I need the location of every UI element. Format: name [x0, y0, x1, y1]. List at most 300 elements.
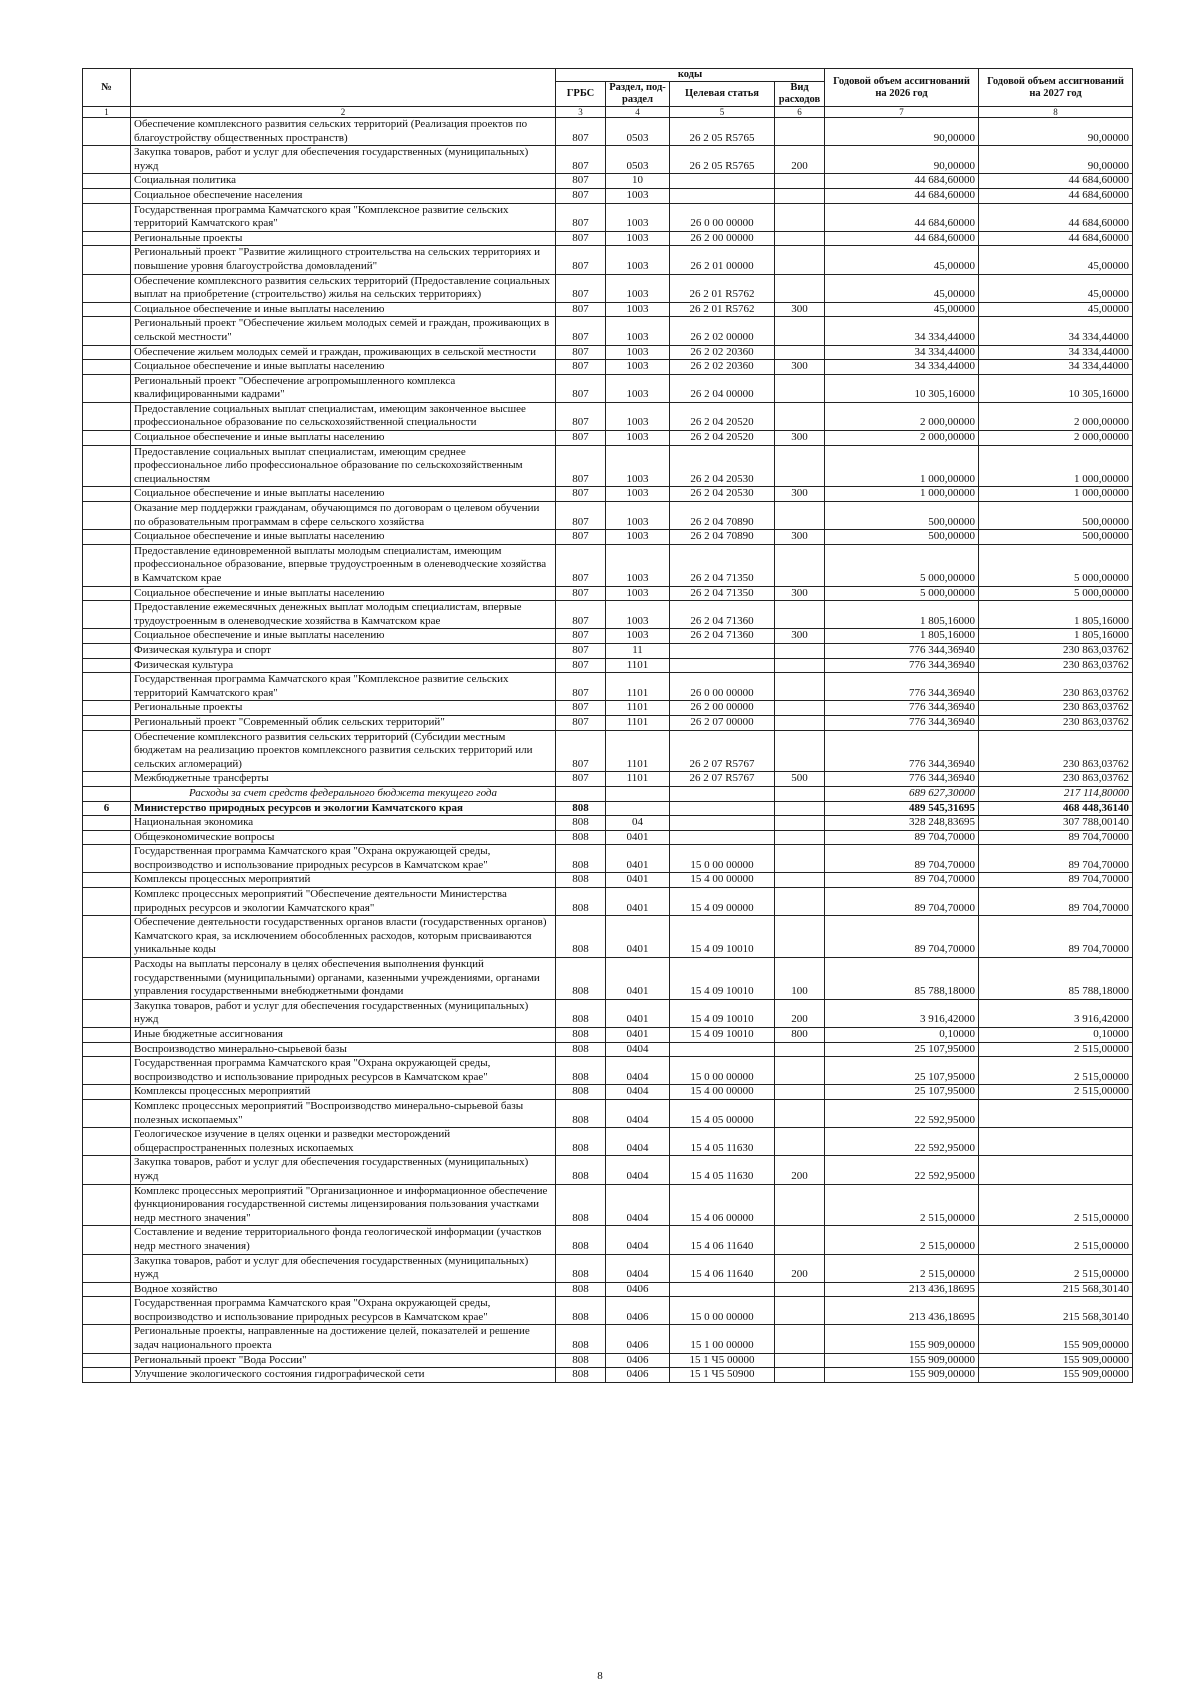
row-name: Региональный проект "Обеспечение жильем молодых семей и граждан, проживающих в сельской местности" — [131, 317, 556, 345]
header-name — [131, 69, 556, 107]
row-target-article — [670, 1282, 775, 1297]
row-amount-2027: 500,00000 — [979, 530, 1133, 545]
row-amount-2027: 230 863,03762 — [979, 715, 1133, 730]
row-expense-type: 300 — [775, 431, 825, 446]
table-row — [83, 345, 1133, 360]
row-grbs: 807 — [556, 487, 606, 502]
row-target-article: 26 2 00 00000 — [670, 701, 775, 716]
row-amount-2027: 0,10000 — [979, 1028, 1133, 1043]
row-grbs: 807 — [556, 402, 606, 430]
row-amount-2027: 217 114,80000 — [979, 786, 1133, 801]
row-expense-type — [775, 730, 825, 772]
index-cell: 4 — [606, 107, 670, 118]
row-name: Социальное обеспечение и иные выплаты населению — [131, 360, 556, 375]
row-num — [83, 730, 131, 772]
row-target-article: 26 2 01 R5762 — [670, 302, 775, 317]
row-target-article: 15 4 06 11640 — [670, 1226, 775, 1254]
row-expense-type — [775, 658, 825, 673]
row-amount-2026: 500,00000 — [825, 530, 979, 545]
row-amount-2027: 2 000,00000 — [979, 431, 1133, 446]
row-name: Комплекс процессных мероприятий "Воспроизводство минерально-сырьевой базы полезных ископаемых" — [131, 1099, 556, 1127]
row-razdel: 0401 — [606, 999, 670, 1027]
row-target-article: 26 2 07 R5767 — [670, 730, 775, 772]
row-name: Комплекс процессных мероприятий "Организационное и информационное обеспечение функционирования государственной системы лицензирования пользования участками недр местного значения" — [131, 1184, 556, 1226]
row-grbs: 808 — [556, 1297, 606, 1325]
row-grbs: 807 — [556, 203, 606, 231]
row-amount-2027: 468 448,36140 — [979, 801, 1133, 816]
row-num — [83, 274, 131, 302]
header-grbs: ГРБС — [556, 82, 606, 107]
table-row — [83, 360, 1133, 375]
row-razdel — [606, 786, 670, 801]
row-amount-2026: 0,10000 — [825, 1028, 979, 1043]
row-grbs: 808 — [556, 1156, 606, 1184]
row-amount-2026: 776 344,36940 — [825, 772, 979, 787]
row-grbs: 807 — [556, 246, 606, 274]
row-target-article — [670, 188, 775, 203]
row-expense-type — [775, 402, 825, 430]
row-expense-type: 500 — [775, 772, 825, 787]
row-expense-type — [775, 643, 825, 658]
row-grbs: 808 — [556, 1368, 606, 1383]
row-razdel: 11 — [606, 643, 670, 658]
row-expense-type — [775, 830, 825, 845]
row-target-article: 15 1 00 00000 — [670, 1325, 775, 1353]
row-grbs: 808 — [556, 958, 606, 1000]
index-cell: 3 — [556, 107, 606, 118]
row-amount-2026: 89 704,70000 — [825, 830, 979, 845]
row-target-article: 15 4 05 11630 — [670, 1156, 775, 1184]
row-amount-2027: 89 704,70000 — [979, 873, 1133, 888]
row-expense-type — [775, 317, 825, 345]
row-amount-2026: 213 436,18695 — [825, 1282, 979, 1297]
row-amount-2027: 1 000,00000 — [979, 487, 1133, 502]
table-row — [83, 502, 1133, 530]
row-grbs: 808 — [556, 1184, 606, 1226]
row-grbs: 807 — [556, 629, 606, 644]
row-amount-2026: 5 000,00000 — [825, 586, 979, 601]
row-name: Улучшение экологического состояния гидрографической сети — [131, 1368, 556, 1383]
row-target-article: 26 2 04 00000 — [670, 374, 775, 402]
table-row — [83, 1085, 1133, 1100]
row-num — [83, 146, 131, 174]
row-razdel: 1003 — [606, 586, 670, 601]
table-row — [83, 772, 1133, 787]
row-expense-type: 100 — [775, 958, 825, 1000]
row-target-article: 15 0 00 00000 — [670, 1057, 775, 1085]
row-name: Физическая культура и спорт — [131, 643, 556, 658]
row-amount-2027: 34 334,44000 — [979, 360, 1133, 375]
table-row — [83, 730, 1133, 772]
table-row — [83, 1042, 1133, 1057]
row-razdel: 0404 — [606, 1128, 670, 1156]
row-grbs: 807 — [556, 530, 606, 545]
row-target-article: 15 0 00 00000 — [670, 845, 775, 873]
row-name: Социальное обеспечение и иные выплаты населению — [131, 302, 556, 317]
row-grbs: 807 — [556, 643, 606, 658]
row-razdel: 0404 — [606, 1156, 670, 1184]
row-grbs: 808 — [556, 1128, 606, 1156]
row-razdel: 1003 — [606, 402, 670, 430]
row-razdel: 0401 — [606, 916, 670, 958]
row-amount-2026: 2 515,00000 — [825, 1226, 979, 1254]
row-amount-2027: 45,00000 — [979, 274, 1133, 302]
row-razdel: 1003 — [606, 317, 670, 345]
row-amount-2027: 5 000,00000 — [979, 544, 1133, 586]
row-target-article: 15 4 06 11640 — [670, 1254, 775, 1282]
row-expense-type — [775, 374, 825, 402]
row-amount-2027: 1 805,16000 — [979, 629, 1133, 644]
row-target-article: 26 2 02 20360 — [670, 345, 775, 360]
row-expense-type — [775, 231, 825, 246]
table-row — [83, 431, 1133, 446]
row-num — [83, 873, 131, 888]
table-row — [83, 1226, 1133, 1254]
row-name: Предоставление социальных выплат специалистам, имеющим законченное высшее профессиональное образование по сельскохозяйственной специальности — [131, 402, 556, 430]
row-name: Воспроизводство минерально-сырьевой базы — [131, 1042, 556, 1057]
row-name: Обеспечение комплексного развития сельских территорий (Субсидии местным бюджетам на реализацию проектов комплексного развития сельских территорий или сельских агломераций) — [131, 730, 556, 772]
row-razdel: 1003 — [606, 360, 670, 375]
row-razdel: 0404 — [606, 1184, 670, 1226]
row-amount-2026: 155 909,00000 — [825, 1353, 979, 1368]
row-expense-type — [775, 188, 825, 203]
row-razdel: 1101 — [606, 730, 670, 772]
row-amount-2026: 34 334,44000 — [825, 317, 979, 345]
row-amount-2027: 89 704,70000 — [979, 888, 1133, 916]
row-razdel: 10 — [606, 174, 670, 189]
row-num — [83, 374, 131, 402]
row-expense-type — [775, 274, 825, 302]
row-amount-2026: 2 000,00000 — [825, 431, 979, 446]
row-grbs: 807 — [556, 360, 606, 375]
table-row — [83, 1368, 1133, 1383]
row-amount-2027: 89 704,70000 — [979, 845, 1133, 873]
row-name: Комплексы процессных мероприятий — [131, 1085, 556, 1100]
row-num — [83, 1156, 131, 1184]
row-grbs: 807 — [556, 715, 606, 730]
table-row — [83, 487, 1133, 502]
row-razdel: 0404 — [606, 1085, 670, 1100]
table-row — [83, 246, 1133, 274]
row-expense-type — [775, 174, 825, 189]
row-name: Обеспечение деятельности государственных органов власти (государственных органов) Камчатского края, за исключением обособленных расходов, которым присваиваются уникальные коды — [131, 916, 556, 958]
index-cell: 2 — [131, 107, 556, 118]
row-grbs: 808 — [556, 801, 606, 816]
row-razdel: 0503 — [606, 118, 670, 146]
row-target-article: 26 2 04 20530 — [670, 487, 775, 502]
row-expense-type: 300 — [775, 302, 825, 317]
row-target-article: 15 4 09 10010 — [670, 958, 775, 1000]
row-expense-type — [775, 345, 825, 360]
row-name: Национальная экономика — [131, 816, 556, 831]
row-expense-type — [775, 1042, 825, 1057]
row-expense-type — [775, 445, 825, 487]
row-target-article: 26 2 04 70890 — [670, 502, 775, 530]
table-row — [83, 1297, 1133, 1325]
row-num — [83, 544, 131, 586]
row-name: Оказание мер поддержки гражданам, обучающимся по договорам о целевом обучении по образовательным программам в сфере сельского хозяйства — [131, 502, 556, 530]
row-target-article: 26 2 04 71350 — [670, 586, 775, 601]
row-razdel: 1003 — [606, 530, 670, 545]
row-amount-2027: 89 704,70000 — [979, 830, 1133, 845]
row-razdel: 1003 — [606, 246, 670, 274]
row-amount-2026: 34 334,44000 — [825, 345, 979, 360]
row-razdel: 0503 — [606, 146, 670, 174]
row-amount-2026: 25 107,95000 — [825, 1042, 979, 1057]
table-row — [83, 146, 1133, 174]
row-grbs: 807 — [556, 586, 606, 601]
row-grbs: 807 — [556, 730, 606, 772]
row-num — [83, 1353, 131, 1368]
row-num — [83, 643, 131, 658]
row-target-article: 26 2 07 R5767 — [670, 772, 775, 787]
row-name: Предоставление единовременной выплаты молодым специалистам, имеющим профессиональное образование, впервые трудоустроенным в оленеводческие хозяйства в Камчатском крае — [131, 544, 556, 586]
table-row — [83, 629, 1133, 644]
index-cell: 6 — [775, 107, 825, 118]
row-grbs: 807 — [556, 701, 606, 716]
row-expense-type — [775, 916, 825, 958]
row-name: Региональные проекты, направленные на достижение целей, показателей и решение задач национального проекта — [131, 1325, 556, 1353]
row-razdel: 1003 — [606, 544, 670, 586]
row-num — [83, 1184, 131, 1226]
table-row — [83, 673, 1133, 701]
row-target-article — [670, 786, 775, 801]
row-grbs: 807 — [556, 231, 606, 246]
row-num — [83, 1254, 131, 1282]
row-name: Межбюджетные трансферты — [131, 772, 556, 787]
row-target-article: 15 4 09 10010 — [670, 1028, 775, 1043]
row-name: Государственная программа Камчатского края "Охрана окружающей среды, воспроизводство и использование природных ресурсов в Камчатском крае" — [131, 1297, 556, 1325]
row-name: Социальное обеспечение и иные выплаты населению — [131, 530, 556, 545]
row-amount-2026: 776 344,36940 — [825, 701, 979, 716]
table-row — [83, 1099, 1133, 1127]
row-grbs: 808 — [556, 1028, 606, 1043]
row-target-article: 26 2 02 00000 — [670, 317, 775, 345]
row-grbs: 808 — [556, 888, 606, 916]
row-amount-2026: 89 704,70000 — [825, 916, 979, 958]
index-cell: 8 — [979, 107, 1133, 118]
row-amount-2027: 215 568,30140 — [979, 1282, 1133, 1297]
row-expense-type — [775, 1057, 825, 1085]
row-amount-2026: 776 344,36940 — [825, 643, 979, 658]
row-name: Закупка товаров, работ и услуг для обеспечения государственных (муниципальных) нужд — [131, 1156, 556, 1184]
row-num — [83, 1226, 131, 1254]
row-amount-2027: 230 863,03762 — [979, 658, 1133, 673]
row-amount-2026: 22 592,95000 — [825, 1099, 979, 1127]
row-expense-type — [775, 1353, 825, 1368]
row-grbs: 808 — [556, 873, 606, 888]
row-razdel: 1101 — [606, 658, 670, 673]
row-grbs: 808 — [556, 1085, 606, 1100]
row-razdel: 1003 — [606, 274, 670, 302]
table-row — [83, 445, 1133, 487]
budget-table — [82, 68, 1133, 1383]
row-grbs: 807 — [556, 317, 606, 345]
row-amount-2026: 90,00000 — [825, 118, 979, 146]
table-row — [83, 231, 1133, 246]
row-name: Министерство природных ресурсов и экологии Камчатского края — [131, 801, 556, 816]
row-target-article: 26 2 04 71360 — [670, 629, 775, 644]
row-grbs: 807 — [556, 431, 606, 446]
row-name: Региональные проекты — [131, 701, 556, 716]
row-num — [83, 701, 131, 716]
row-grbs: 807 — [556, 673, 606, 701]
row-grbs: 807 — [556, 445, 606, 487]
row-name: Государственная программа Камчатского края "Охрана окружающей среды, воспроизводство и использование природных ресурсов в Камчатском крае" — [131, 845, 556, 873]
row-name: Комплексы процессных мероприятий — [131, 873, 556, 888]
row-expense-type — [775, 1184, 825, 1226]
row-amount-2026: 213 436,18695 — [825, 1297, 979, 1325]
row-amount-2026: 44 684,60000 — [825, 203, 979, 231]
row-target-article: 15 1 Ч5 00000 — [670, 1353, 775, 1368]
header-index-row — [83, 107, 1133, 118]
row-name: Социальное обеспечение и иные выплаты населению — [131, 431, 556, 446]
row-num — [83, 302, 131, 317]
row-target-article — [670, 643, 775, 658]
row-razdel: 1003 — [606, 188, 670, 203]
row-grbs: 808 — [556, 1226, 606, 1254]
table-row — [83, 302, 1133, 317]
row-num — [83, 715, 131, 730]
table-row — [83, 317, 1133, 345]
row-num — [83, 958, 131, 1000]
row-target-article: 26 2 04 71360 — [670, 601, 775, 629]
header-2027: Годовой объем ассигнований на 2027 год — [979, 69, 1133, 107]
row-name: Расходы на выплаты персоналу в целях обеспечения выполнения функций государственными (муниципальными) органами, казенными учреждениями, органами управления государственными внебюджетными фондами — [131, 958, 556, 1000]
row-target-article: 26 2 05 R5765 — [670, 118, 775, 146]
row-num — [83, 1057, 131, 1085]
row-razdel: 04 — [606, 816, 670, 831]
table-row — [83, 188, 1133, 203]
row-razdel — [606, 801, 670, 816]
table-row — [83, 701, 1133, 716]
row-expense-type: 200 — [775, 1254, 825, 1282]
row-amount-2027: 44 684,60000 — [979, 203, 1133, 231]
row-expense-type: 200 — [775, 1156, 825, 1184]
row-name: Общеэкономические вопросы — [131, 830, 556, 845]
row-razdel: 0401 — [606, 845, 670, 873]
row-razdel: 1101 — [606, 701, 670, 716]
row-num — [83, 118, 131, 146]
row-num — [83, 1128, 131, 1156]
row-grbs: 808 — [556, 1325, 606, 1353]
row-razdel: 0404 — [606, 1099, 670, 1127]
row-amount-2026: 25 107,95000 — [825, 1057, 979, 1085]
row-num — [83, 1282, 131, 1297]
row-name: Иные бюджетные ассигнования — [131, 1028, 556, 1043]
row-amount-2026: 44 684,60000 — [825, 174, 979, 189]
table-row — [83, 1353, 1133, 1368]
header-vr: Вид расходов — [775, 82, 825, 107]
table-row — [83, 845, 1133, 873]
row-target-article: 26 2 04 20520 — [670, 431, 775, 446]
table-row — [83, 601, 1133, 629]
row-name: Государственная программа Камчатского края "Комплексное развитие сельских территорий Камчатского края" — [131, 203, 556, 231]
row-target-article: 26 2 04 71350 — [670, 544, 775, 586]
row-grbs: 807 — [556, 502, 606, 530]
row-num — [83, 502, 131, 530]
row-grbs: 807 — [556, 174, 606, 189]
row-target-article: 15 4 00 00000 — [670, 1085, 775, 1100]
row-razdel: 0401 — [606, 873, 670, 888]
table-row — [83, 1128, 1133, 1156]
row-name: Социальная политика — [131, 174, 556, 189]
row-amount-2027: 10 305,16000 — [979, 374, 1133, 402]
row-amount-2027: 34 334,44000 — [979, 317, 1133, 345]
row-amount-2027: 155 909,00000 — [979, 1368, 1133, 1383]
row-num — [83, 174, 131, 189]
row-name: Социальное обеспечение населения — [131, 188, 556, 203]
row-amount-2027: 230 863,03762 — [979, 772, 1133, 787]
row-amount-2026: 89 704,70000 — [825, 845, 979, 873]
row-expense-type — [775, 1282, 825, 1297]
row-expense-type — [775, 873, 825, 888]
row-target-article: 15 4 09 00000 — [670, 888, 775, 916]
row-amount-2027: 230 863,03762 — [979, 643, 1133, 658]
row-name: Предоставление социальных выплат специалистам, имеющим среднее профессиональное либо профессиональное образование по сельскохозяйственным специальностям — [131, 445, 556, 487]
row-razdel: 1003 — [606, 203, 670, 231]
row-razdel: 0406 — [606, 1353, 670, 1368]
row-expense-type — [775, 786, 825, 801]
row-grbs: 808 — [556, 1042, 606, 1057]
row-expense-type — [775, 1128, 825, 1156]
row-target-article: 26 2 07 00000 — [670, 715, 775, 730]
row-amount-2026: 34 334,44000 — [825, 360, 979, 375]
row-amount-2027 — [979, 1128, 1133, 1156]
table-row — [83, 1282, 1133, 1297]
row-target-article: 26 2 02 20360 — [670, 360, 775, 375]
row-expense-type — [775, 888, 825, 916]
row-razdel: 1003 — [606, 502, 670, 530]
row-grbs: 808 — [556, 1282, 606, 1297]
row-num — [83, 431, 131, 446]
row-razdel: 1101 — [606, 772, 670, 787]
row-grbs: 807 — [556, 146, 606, 174]
row-amount-2026: 89 704,70000 — [825, 888, 979, 916]
row-amount-2026: 44 684,60000 — [825, 188, 979, 203]
row-target-article: 15 0 00 00000 — [670, 1297, 775, 1325]
row-num — [83, 188, 131, 203]
table-row — [83, 1028, 1133, 1043]
table-row — [83, 118, 1133, 146]
row-amount-2026: 45,00000 — [825, 274, 979, 302]
row-razdel: 1003 — [606, 431, 670, 446]
row-grbs: 807 — [556, 374, 606, 402]
row-expense-type: 300 — [775, 629, 825, 644]
row-amount-2026: 1 000,00000 — [825, 487, 979, 502]
row-expense-type: 300 — [775, 487, 825, 502]
row-target-article: 15 4 05 11630 — [670, 1128, 775, 1156]
row-expense-type — [775, 1297, 825, 1325]
table-row — [83, 1184, 1133, 1226]
row-amount-2026: 5 000,00000 — [825, 544, 979, 586]
row-num — [83, 1085, 131, 1100]
table-row — [83, 873, 1133, 888]
table-row — [83, 203, 1133, 231]
row-target-article: 26 2 01 R5762 — [670, 274, 775, 302]
table-row — [83, 658, 1133, 673]
row-grbs: 807 — [556, 274, 606, 302]
table-row — [83, 1156, 1133, 1184]
row-expense-type — [775, 601, 825, 629]
header-num: № — [83, 69, 131, 107]
row-expense-type — [775, 1325, 825, 1353]
row-amount-2027: 2 515,00000 — [979, 1085, 1133, 1100]
row-target-article: 15 4 09 10010 — [670, 916, 775, 958]
row-amount-2026: 90,00000 — [825, 146, 979, 174]
row-target-article — [670, 174, 775, 189]
row-amount-2027: 90,00000 — [979, 118, 1133, 146]
